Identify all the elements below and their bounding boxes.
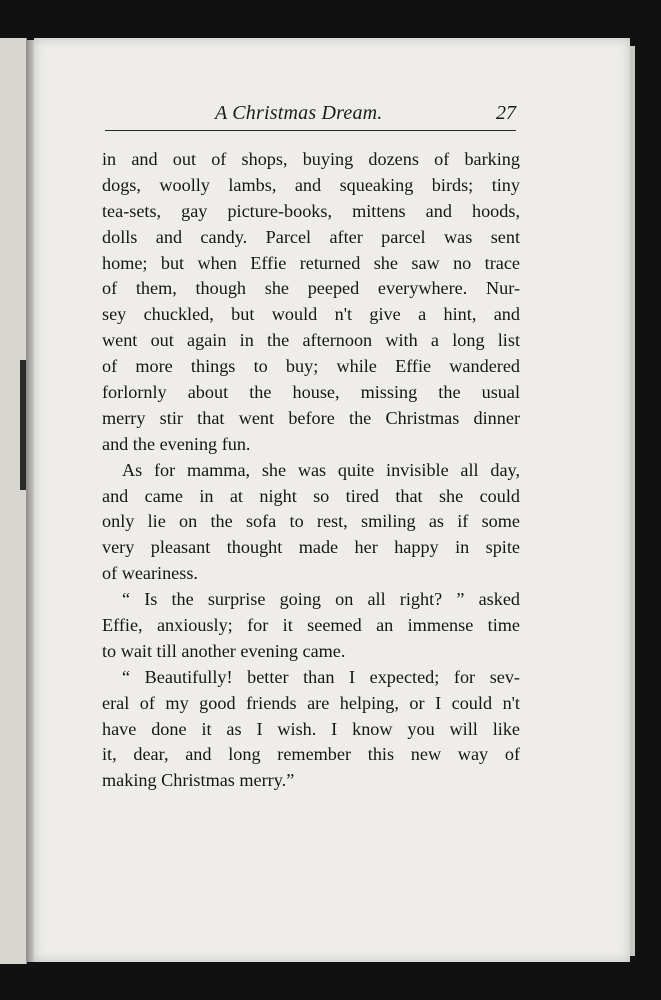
- text-line: sey chuckled, but would n't give a hint, and: [102, 304, 520, 325]
- page-edge: [630, 46, 635, 956]
- text-line: As for mamma, she was quite invisible all day,: [122, 459, 520, 480]
- body-text: [102, 147, 520, 794]
- book-page: [34, 38, 630, 962]
- text-line: dolls and candy. Parcel after parcel was sent: [102, 226, 520, 247]
- text-line: merry stir that went before the Christmas dinner: [102, 407, 520, 428]
- text-line: “ Beautifully! better than I expected; for sev-: [122, 666, 520, 687]
- text-line: making Christmas merry.”: [102, 770, 295, 791]
- text-line: “ Is the surprise going on all right? ” asked: [122, 589, 520, 610]
- page-number: 27: [496, 102, 516, 124]
- text-line: have done it as I wish. I know you will like: [102, 718, 520, 739]
- text-line: dogs, woolly lambs, and squeaking birds; tiny: [102, 174, 520, 195]
- text-line: of more things to buy; while Effie wandered: [102, 356, 520, 377]
- text-line: of weariness.: [102, 563, 198, 584]
- running-title: A Christmas Dream.: [215, 102, 383, 124]
- text-line: it, dear, and long remember this new way of: [102, 744, 520, 765]
- text-line: in and out of shops, buying dozens of barking: [102, 149, 520, 169]
- text-line: home; but when Effie returned she saw no trace: [102, 252, 520, 273]
- text-line: very pleasant thought made her happy in spite: [102, 537, 520, 558]
- running-head: [105, 102, 516, 131]
- text-line: eral of my good friends are helping, or I could n't: [102, 692, 520, 713]
- text-line: only lie on the sofa to rest, smiling as if some: [102, 511, 520, 532]
- book-gutter: [26, 40, 34, 962]
- text-line: and the evening fun.: [102, 433, 251, 454]
- text-line: of them, though she peeped everywhere. Nur-: [102, 278, 520, 299]
- text-line: tea-sets, gay picture-books, mittens and hoods,: [102, 200, 520, 221]
- text-line: went out again in the afternoon with a long list: [102, 330, 520, 351]
- text-line: and came in at night so tired that she could: [102, 485, 520, 506]
- text-line: forlornly about the house, missing the usual: [102, 382, 520, 403]
- left-page-edge: [0, 38, 27, 964]
- text-line: to wait till another evening came.: [102, 640, 346, 661]
- text-line: Effie, anxiously; for it seemed an immense time: [102, 615, 520, 636]
